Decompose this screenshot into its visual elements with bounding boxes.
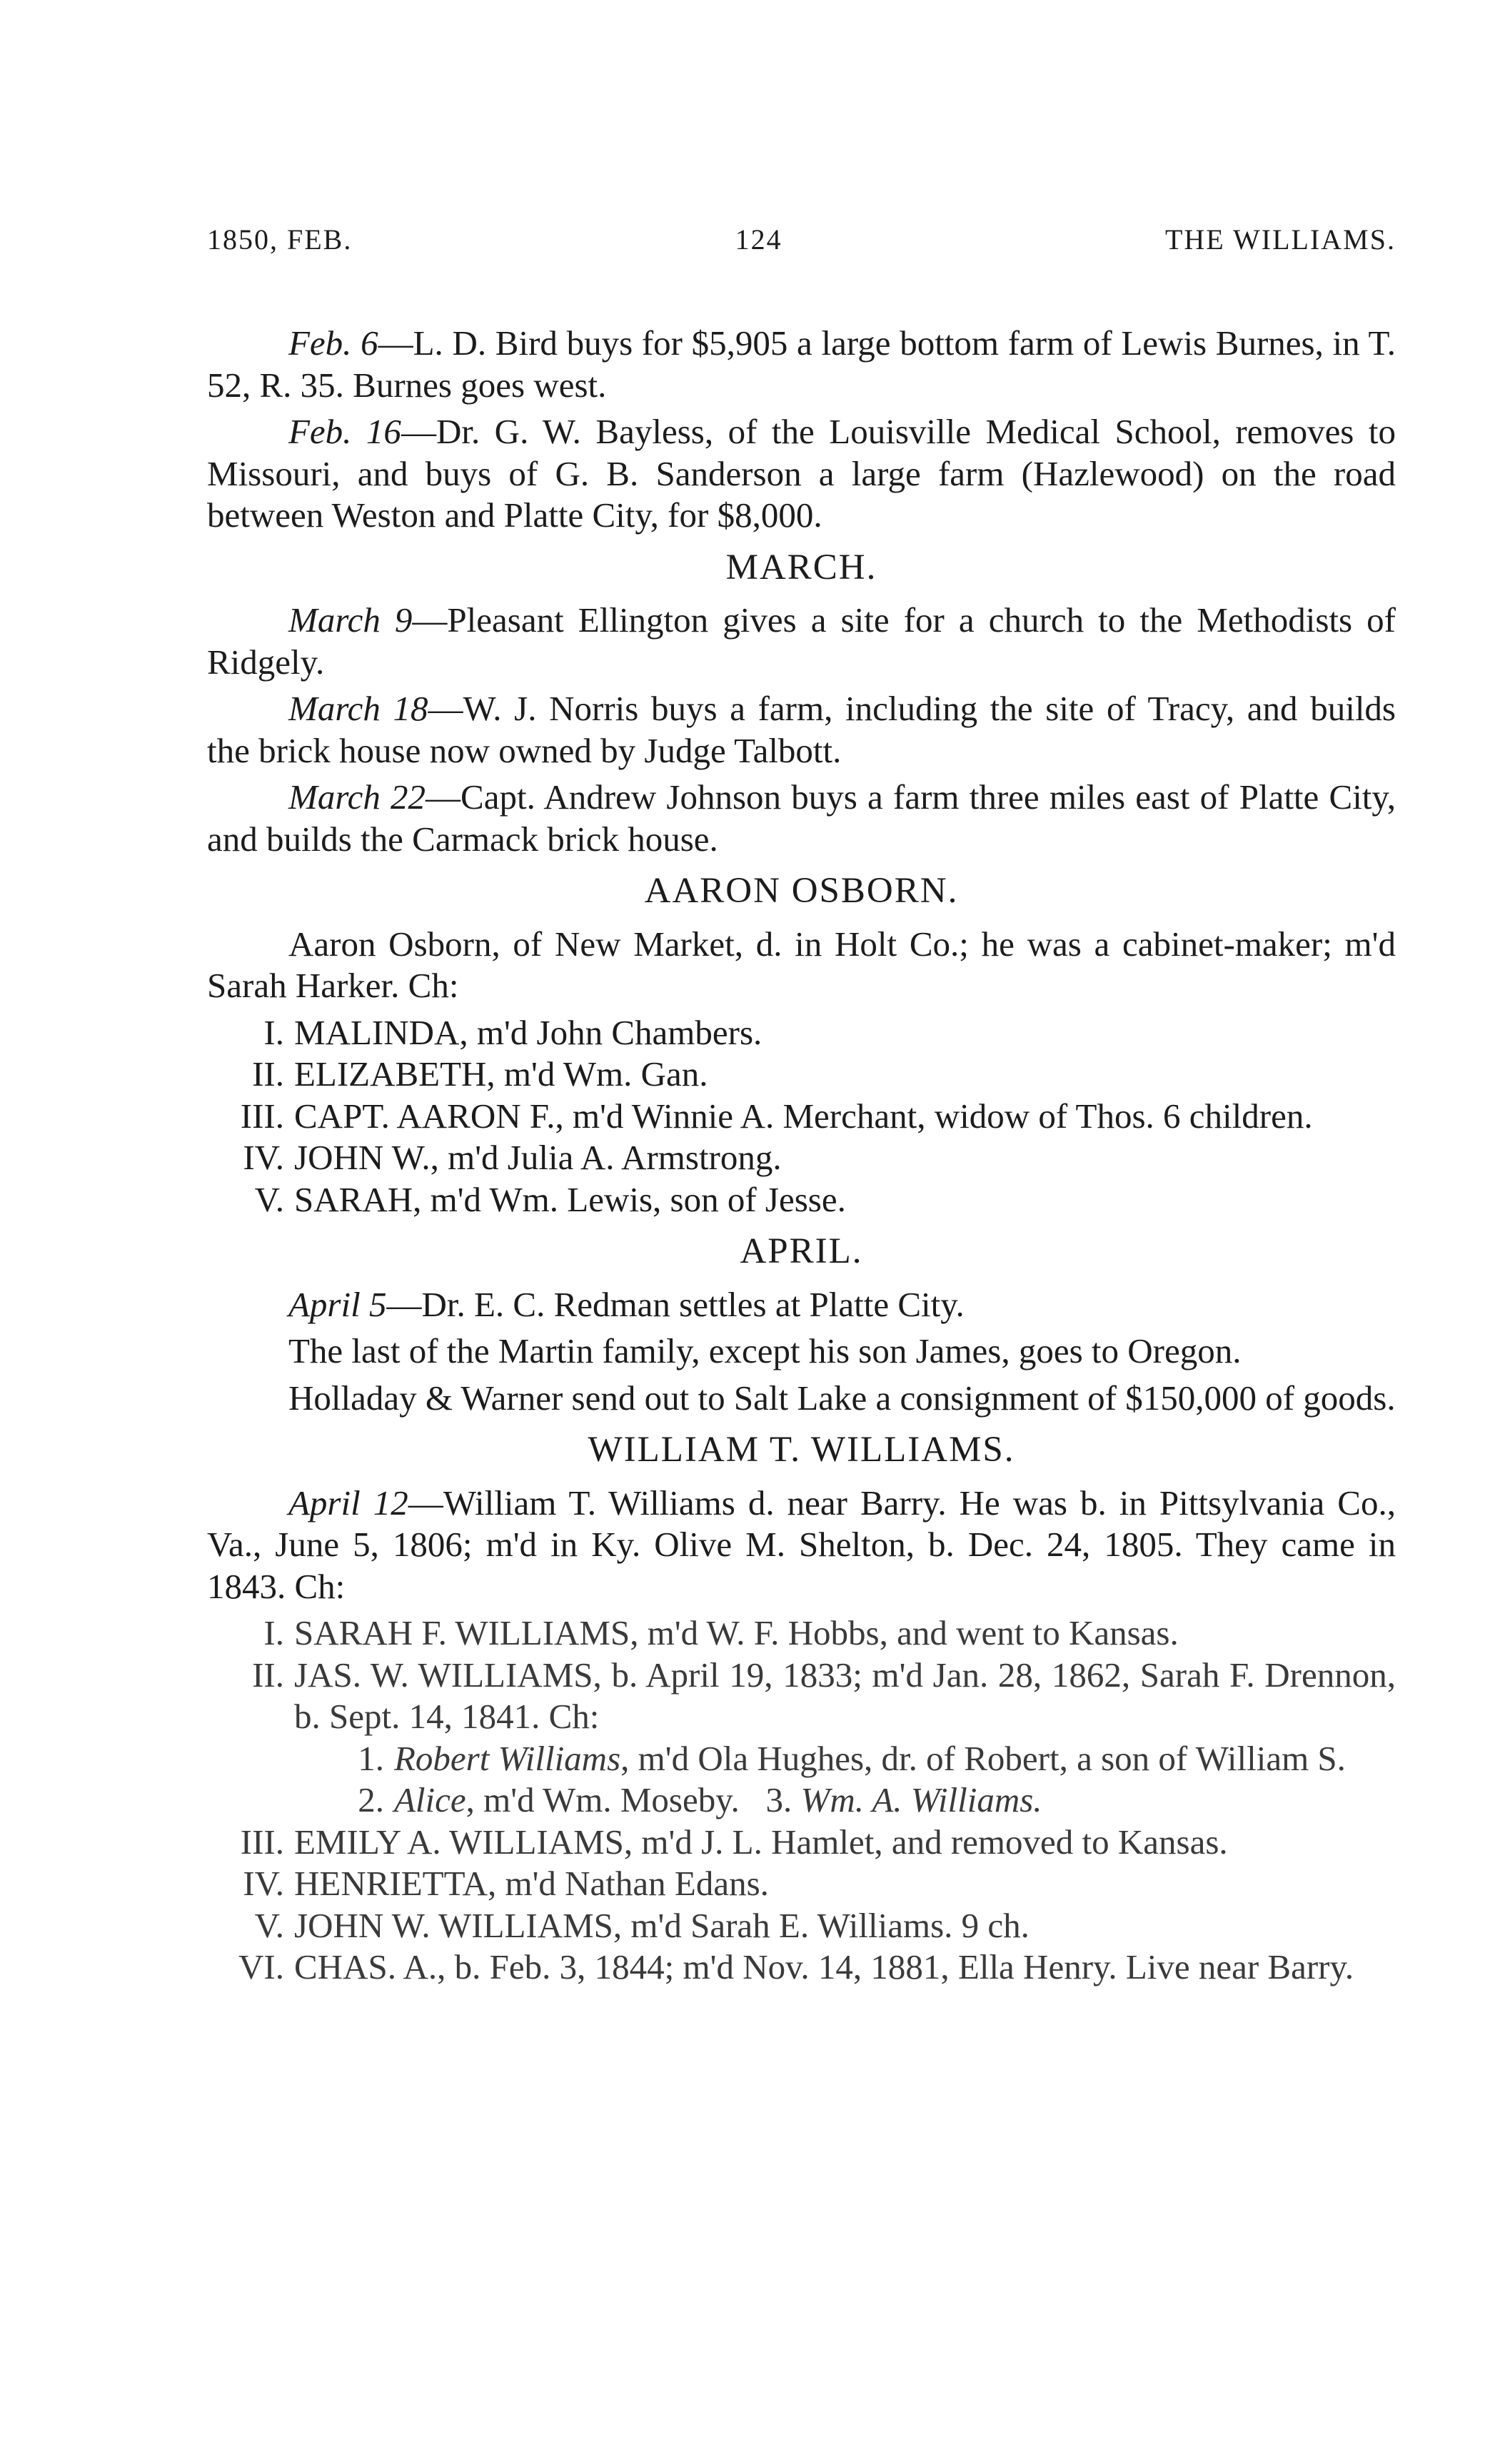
child-text: SARAH, m'd Wm. Lewis, son of Jesse. — [294, 1179, 846, 1219]
entry-date: March 9 — [288, 600, 413, 640]
entry-date: April 5 — [288, 1284, 387, 1324]
list-numeral: II. — [252, 1655, 284, 1695]
list-numeral: I. — [263, 1012, 284, 1052]
header-date: 1850, FEB. — [207, 223, 353, 256]
child-text: JOHN W., m'd Julia A. Armstrong. — [294, 1138, 782, 1177]
osborn-child — [207, 1012, 1396, 1054]
osborn-child — [207, 1137, 1396, 1179]
list-number: 3. — [765, 1780, 792, 1819]
list-number: 1. — [358, 1738, 384, 1778]
page-number: 124 — [735, 223, 782, 256]
osborn-child — [207, 1096, 1396, 1138]
williams-child — [207, 1612, 1396, 1655]
entry-text: —W. J. Norris buys a farm, including the site of Tracy, and builds the brick house now owned by Judge Talbott. — [207, 689, 1396, 770]
section-heading-aaron-osborn: AARON OSBORN. — [644, 871, 959, 911]
entry-march-22 — [207, 777, 1396, 860]
entry-martin-family: The last of the Martin family, except his son James, goes to Oregon. — [288, 1331, 1242, 1370]
williams-child — [207, 1822, 1396, 1864]
entry-date: March 18 — [288, 689, 428, 728]
williams-child — [207, 1863, 1396, 1905]
entry-april-5 — [207, 1284, 1396, 1326]
child-text: JOHN W. WILLIAMS, m'd Sarah E. Williams. 9 ch. — [294, 1905, 1030, 1945]
list-numeral: IV. — [243, 1864, 284, 1903]
section-heading-april: APRIL. — [740, 1231, 863, 1271]
entry-feb-16 — [207, 411, 1396, 537]
williams-child — [207, 1947, 1396, 1989]
williams-child — [207, 1655, 1396, 1738]
grandchild-name: Alice — [394, 1780, 466, 1819]
entry-march-9 — [207, 600, 1396, 683]
child-text: CHAS. A., b. Feb. 3, 1844; m'd Nov. 14, 1881, Ella Henry. Live near Barry. — [294, 1947, 1354, 1986]
list-numeral: IV. — [243, 1138, 284, 1177]
section-heading-march: MARCH. — [725, 547, 877, 587]
list-numeral: III. — [240, 1096, 284, 1136]
entry-text: —Capt. Andrew Johnson buys a farm three miles east of Platte City, and builds the Carmack brick house. — [207, 777, 1396, 859]
williams-child — [207, 1905, 1396, 1947]
section-heading-william-t-williams: WILLIAM T. WILLIAMS. — [588, 1430, 1015, 1470]
list-numeral: II. — [252, 1054, 284, 1094]
osborn-intro: Aaron Osborn, of New Market, d. in Holt Co.; he was a cabinet-maker; m'd Sarah Harker. Ch: — [207, 924, 1396, 1005]
child-text: SARAH F. WILLIAMS, m'd W. F. Hobbs, and went to Kansas. — [294, 1613, 1179, 1652]
list-number: 2. — [358, 1780, 384, 1819]
child-text: CAPT. AARON F., m'd Winnie A. Merchant, widow of Thos. 6 children. — [294, 1096, 1313, 1136]
entry-date: Feb. 6 — [288, 323, 378, 363]
list-numeral: III. — [240, 1822, 284, 1862]
child-text: ELIZABETH, m'd Wm. Gan. — [294, 1054, 708, 1094]
osborn-child — [207, 1054, 1396, 1096]
entry-text: —Dr. G. W. Bayless, of the Louisville Medical School, removes to Missouri, and buys of G. B. Sanderson a large farm (Hazlewood) on the road between Weston and Platte City, for $8,000. — [207, 412, 1396, 535]
grandchild-item — [207, 1779, 1396, 1822]
page-body — [207, 323, 1396, 1989]
child-text: JAS. W. WILLIAMS, b. April 19, 1833; m'd Jan. 28, 1862, Sarah F. Drennon, b. Sept. 14, 1841. Ch: — [294, 1655, 1396, 1736]
entry-date: April 12 — [288, 1483, 408, 1523]
running-head — [207, 223, 1396, 256]
grandchild-name: Robert Williams — [394, 1738, 621, 1778]
grandchild-name: Wm. A. Williams. — [800, 1780, 1042, 1819]
entry-text: —William T. Williams d. near Barry. He was b. in Pittsylvania Co., Va., June 5, 1806; m'd in Ky. Olive M. Shelton, b. Dec. 24, 1805. They came in 1843. Ch: — [207, 1483, 1396, 1606]
list-numeral: I. — [263, 1613, 284, 1652]
grandchild-text: , m'd Wm. Moseby. — [465, 1780, 740, 1819]
entry-march-18 — [207, 688, 1396, 772]
list-numeral: V. — [254, 1179, 284, 1219]
grandchild-text: , m'd Ola Hughes, dr. of Robert, a son of William S. — [620, 1738, 1346, 1778]
header-title: THE WILLIAMS. — [1164, 223, 1396, 256]
osborn-child — [207, 1179, 1396, 1221]
entry-feb-6 — [207, 323, 1396, 406]
child-text: HENRIETTA, m'd Nathan Edans. — [294, 1864, 769, 1903]
entry-holladay-warner: Holladay & Warner send out to Salt Lake a consignment of $150,000 of goods. — [288, 1378, 1396, 1418]
entry-april-12 — [207, 1483, 1396, 1608]
entry-date: March 22 — [288, 777, 426, 817]
child-text: MALINDA, m'd John Chambers. — [294, 1012, 762, 1052]
grandchild-item — [207, 1738, 1396, 1780]
list-numeral: VI. — [238, 1947, 284, 1986]
entry-text: —Dr. E. C. Redman settles at Platte City. — [386, 1284, 965, 1324]
entry-date: Feb. 16 — [288, 412, 401, 451]
list-numeral: V. — [254, 1905, 284, 1945]
entry-text: —Pleasant Ellington gives a site for a church to the Methodists of Ridgely. — [207, 600, 1396, 682]
child-text: EMILY A. WILLIAMS, m'd J. L. Hamlet, and removed to Kansas. — [294, 1822, 1228, 1862]
entry-text: —L. D. Bird buys for $5,905 a large bottom farm of Lewis Burnes, in T. 52, R. 35. Burnes goes west. — [207, 323, 1396, 405]
